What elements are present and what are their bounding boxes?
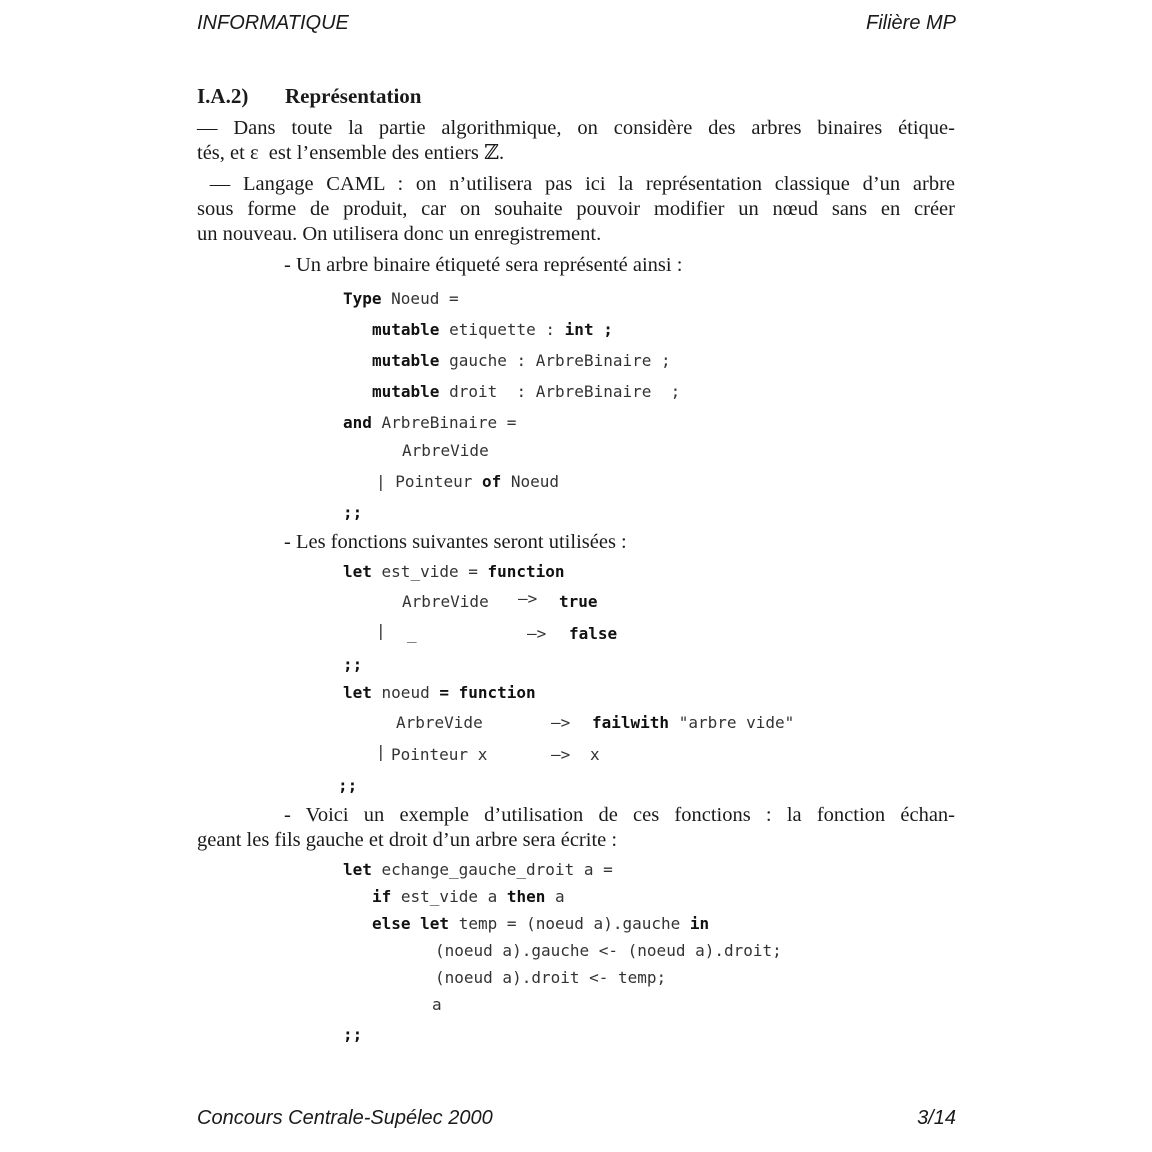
- paragraph-5-line-2: geant les fils gauche et droit d’un arbre sera écrite :: [197, 829, 618, 851]
- code-func2-end: ;;: [338, 776, 358, 795]
- code-func1-case-2-arrow: –>: [527, 624, 547, 643]
- section-title: Représentation: [285, 84, 422, 108]
- code-example-end: ;;: [343, 1025, 363, 1044]
- header-right: Filière MP: [865, 12, 956, 34]
- code-example-line-3: else let temp = (noeud a).gauche in: [372, 914, 710, 933]
- code-func2-case-2-bar: |: [376, 742, 386, 761]
- code-func2-case-1: ArbreVide: [396, 713, 483, 732]
- code-type-line-6: ArbreVide: [402, 441, 489, 460]
- code-func1-case-1-value: true: [559, 592, 598, 611]
- code-example-line-4: (noeud a).gauche <- (noeud a).droit;: [435, 941, 782, 960]
- code-type-end: ;;: [343, 503, 363, 522]
- paragraph-2-line-2: sous forme de produit, car on souhaite pouvoir modifier un nœud sans en créer: [197, 198, 955, 220]
- code-func2-case-2-value: x: [590, 745, 600, 764]
- code-example-line-6: a: [432, 995, 442, 1014]
- code-type-line-3: mutable gauche : ArbreBinaire ;: [372, 351, 671, 370]
- code-func1-end: ;;: [343, 655, 363, 674]
- code-func1-case-2-bar: |: [376, 621, 386, 640]
- section-number: I.A.2): [197, 84, 249, 108]
- code-type-line-4: mutable droit : ArbreBinaire ;: [372, 382, 681, 401]
- code-func2-case-1-value: failwith "arbre vide": [592, 713, 795, 732]
- code-func1-case-1-arrow: –>: [518, 589, 538, 608]
- code-func1-case-1: ArbreVide: [402, 592, 489, 611]
- paragraph-1-line-2: tés, et ε est l’ensemble des entiers ℤ.: [197, 142, 505, 164]
- code-func2-case-2-arrow: –>: [551, 745, 571, 764]
- intro-type-definition: - Un arbre binaire étiqueté sera représenté ainsi :: [284, 254, 683, 276]
- code-func2-line-1: let noeud = function: [343, 683, 536, 702]
- header-left: INFORMATIQUE: [197, 12, 349, 34]
- paragraph-2-line-3: un nouveau. On utilisera donc un enregistrement.: [197, 223, 602, 245]
- paragraph-1-line-1: — Dans toute la partie algorithmique, on considère des arbres binaires étique-: [197, 117, 955, 139]
- code-example-line-1: let echange_gauche_droit a =: [343, 860, 613, 879]
- code-func1-case-2-wildcard: _: [407, 624, 417, 643]
- code-func2-case-1-arrow: –>: [551, 713, 571, 732]
- code-type-line-2: mutable etiquette : int ;: [372, 320, 613, 339]
- code-func2-case-2: Pointeur x: [391, 745, 488, 764]
- code-func1-line-1: let est_vide = function: [343, 562, 565, 581]
- footer-left: Concours Centrale-Supélec 2000: [197, 1107, 493, 1129]
- paragraph-5-line-1: - Voici un exemple d’utilisation de ces fonctions : la fonction échan-: [284, 804, 955, 826]
- code-type-line-5: and ArbreBinaire =: [343, 413, 517, 432]
- code-type-line-1: Type Noeud =: [343, 289, 459, 308]
- intro-functions: - Les fonctions suivantes seront utilisées :: [284, 531, 627, 553]
- footer-page-number: 3/14: [917, 1107, 956, 1129]
- code-type-line-7: | Pointeur of Noeud: [376, 472, 560, 491]
- code-func1-case-2-value: false: [569, 624, 618, 643]
- paragraph-2-line-1: — Langage CAML : on n’utilisera pas ici la représentation classique d’un arbre: [197, 173, 955, 195]
- code-example-line-5: (noeud a).droit <- temp;: [435, 968, 667, 987]
- code-example-line-2: if est_vide a then a: [372, 887, 565, 906]
